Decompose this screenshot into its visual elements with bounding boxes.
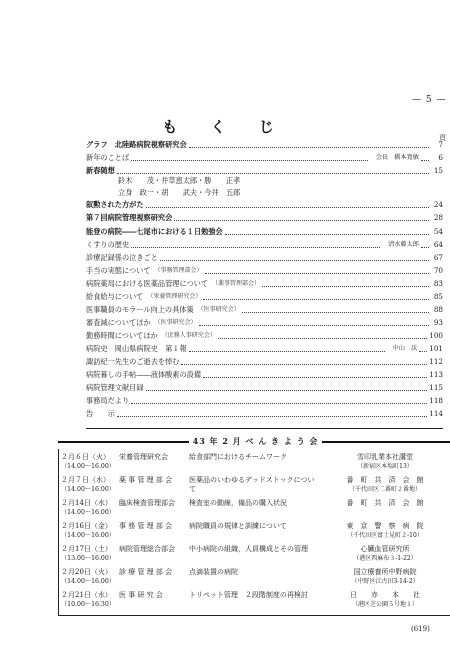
toc-entry — [86, 279, 443, 289]
schedule-time: （14.00～16.00） — [61, 509, 115, 516]
schedule-venue — [321, 545, 449, 563]
schedule-venue-address: （港区芝公園５号地１） — [351, 601, 418, 608]
toc-entry-page: 24 — [433, 200, 443, 209]
schedule-date — [61, 568, 117, 586]
toc-entry-page: 6 — [438, 153, 443, 162]
toc-entry — [86, 318, 443, 328]
schedule-topic: 点滴装置の病院 — [189, 568, 238, 576]
divider — [86, 428, 443, 429]
dot-leader — [218, 338, 428, 339]
toc-entry — [86, 240, 443, 250]
schedule-venue-address: （新宿区本塩町13） — [357, 463, 413, 470]
dot-leader — [189, 147, 429, 148]
dot-leader — [203, 299, 429, 300]
dot-leader — [262, 286, 429, 287]
toc-entry-author: 会長 橋本寛敏 — [375, 154, 419, 161]
dot-leader — [131, 247, 380, 248]
dot-leader — [146, 207, 429, 208]
toc-entry-title: 能登の病院――七尾市における１日勉強会 — [86, 227, 223, 236]
schedule-row — [59, 545, 450, 567]
dot-leader — [131, 160, 368, 161]
schedule-row — [59, 568, 450, 590]
toc-entry-title: くすりの歴史 — [86, 240, 130, 249]
schedule-venue — [321, 591, 449, 609]
toc-entry-section: （事務管理部会） — [154, 267, 203, 274]
dot-leader — [117, 173, 429, 174]
schedule-row — [59, 499, 450, 521]
schedule-group: 事 務 管 理 部 会 — [119, 522, 173, 530]
toc-entry-title: 新春随想 — [86, 166, 115, 175]
schedule-venue-name: 国立療養所中野病院 — [353, 568, 417, 576]
schedule-topic: 医薬品のいわゆるデッドストックについて — [189, 476, 315, 493]
schedule-date-day: ２月21日（水） — [61, 591, 112, 599]
schedule-time: （14.00～16.00） — [61, 532, 115, 539]
toc-entry — [86, 331, 443, 341]
dot-leader — [131, 403, 427, 404]
dot-leader — [160, 260, 429, 261]
schedule-row — [59, 453, 450, 475]
schedule-date — [61, 522, 117, 540]
schedule-time: （14.00～16.00） — [61, 578, 115, 585]
schedule-venue-name: 日 赤 本 社 — [350, 591, 420, 599]
schedule-heading — [58, 436, 450, 447]
toc-entry — [86, 213, 443, 223]
toc-entry-author: 中山 沃 — [392, 345, 418, 352]
toc-entry-section: （栄養管理研究会） — [147, 293, 202, 300]
toc-entry-page: 113 — [429, 370, 443, 379]
toc-entry-title: 手当の実態について — [86, 266, 151, 275]
schedule-venue-name: 番 町 共 済 会 館 — [346, 499, 424, 507]
toc-entry-page: 28 — [433, 213, 443, 222]
dot-leader — [205, 273, 429, 274]
dot-leader — [181, 364, 427, 365]
schedule-group: 薬 事 管 理 部 会 — [119, 476, 173, 484]
toc-entry-author: 清水藤太郎 — [388, 241, 419, 248]
dot-leader — [146, 390, 428, 391]
schedule-time: （13.00～16.00） — [61, 555, 115, 562]
schedule-venue — [321, 453, 449, 471]
schedule-topic: 給食部門におけるチームワーク — [189, 453, 287, 461]
toc-entry — [86, 305, 443, 315]
toc-entry-title: 病院暮しの手帖――液体酸素の設備 — [86, 370, 202, 379]
toc-entry — [86, 396, 443, 406]
schedule-date-day: ２月７日（水） — [61, 476, 110, 484]
toc-entry-title: 病院史 岡山県病院史 第１報 — [86, 344, 187, 353]
toc-entry-page: 7 — [438, 140, 443, 149]
schedule-date — [61, 545, 117, 563]
schedule-venue-address: （千代田区富士見町２-10） — [347, 532, 423, 539]
toc-entry — [86, 357, 443, 367]
toc-entry — [86, 253, 443, 263]
toc-entry — [86, 200, 443, 210]
toc-entry-section: （庶務人事研究会） — [161, 332, 216, 339]
schedule-date — [61, 499, 117, 517]
toc-entry-title: 事務局だより — [86, 396, 130, 405]
toc-entry-page: 15 — [433, 166, 443, 175]
toc-entry-title: 諏訪紀一先生のご逝去を悼む — [86, 357, 180, 366]
dot-leader — [117, 416, 428, 417]
dot-leader — [174, 220, 429, 221]
schedule-row — [59, 591, 450, 613]
schedule-group: 病院管理総合部会 — [119, 545, 175, 553]
schedule-venue-address: （中野区江古田3-14-2） — [351, 578, 419, 585]
toc-entry-page: 85 — [433, 292, 443, 301]
schedule-venue-name: 雪印乳業本社講堂 — [357, 453, 413, 461]
schedule-topic: 検査室の動線，備品の購入状況 — [189, 499, 287, 507]
toc-entry — [86, 153, 443, 163]
toc-entry-title: 病院管理文献目録 — [86, 383, 144, 392]
toc-entry-page: 64 — [433, 240, 443, 249]
toc-entry-page: 118 — [429, 396, 443, 405]
toc-entry-title: 第７回病院管理視察研究会 — [86, 213, 173, 222]
schedule-topic: 中小病院の組織，人員構成とその管理 — [189, 545, 308, 553]
toc-entry-section: （薬事管理部会） — [212, 280, 261, 287]
toc-entry — [86, 383, 443, 393]
toc-entry-page: 101 — [429, 344, 443, 353]
schedule-venue-address: （港区西麻布３-1-22） — [353, 555, 417, 562]
dot-leader — [189, 351, 385, 352]
schedule-date-day: ２月14日（水） — [61, 499, 112, 507]
toc-entry-title: グラフ 北陸路病院視察研究会 — [86, 140, 187, 149]
schedule-date-day: ２月17日（土） — [61, 545, 112, 553]
schedule-topic: トリペット管理 ２段階制度の再検討 — [189, 591, 308, 599]
page-number-top: — 5 — — [412, 95, 447, 105]
dot-leader — [199, 325, 429, 326]
schedule-group: 臨床検査管理部会 — [119, 499, 175, 507]
toc-entry-page: 83 — [433, 279, 443, 288]
schedule-date — [61, 591, 117, 609]
schedule-title: 43 年 2 月 べ ん き よ う 会 — [192, 436, 319, 446]
toc-entry-page: 54 — [433, 227, 443, 236]
toc-entry — [86, 370, 443, 380]
dot-leader — [419, 351, 427, 352]
toc-entry-title: 叙勲された方がた — [86, 200, 144, 209]
schedule-venue-name: 心臓血管研究所 — [360, 545, 410, 553]
footer-page-number: (619) — [411, 625, 430, 633]
toc-entry-page: 114 — [429, 409, 443, 418]
schedule-date — [61, 453, 117, 471]
page-column-label: 頁 — [439, 134, 446, 142]
schedule-row — [59, 476, 450, 498]
toc-entry-title: 新年のことば — [86, 153, 130, 162]
schedule-date-day: ２月６日（火） — [61, 453, 110, 461]
schedule-group: 医 事 研 究 会 — [119, 591, 163, 599]
toc-entry-section: （医事研究会） — [197, 306, 240, 313]
schedule-time: （10.00～16.30） — [61, 601, 115, 608]
toc-entry-page: 93 — [433, 318, 443, 327]
toc-entry — [86, 266, 443, 276]
dot-leader — [203, 377, 427, 378]
toc-entry — [86, 292, 443, 302]
schedule-venue — [321, 568, 449, 586]
toc-entry-page: 70 — [433, 266, 443, 275]
dot-leader — [242, 312, 429, 313]
schedule-venue — [321, 499, 449, 508]
schedule-venue — [321, 522, 449, 540]
toc-entry-page: 67 — [433, 253, 443, 262]
toc-entry — [86, 227, 443, 237]
schedule-topic: 病院職員の規律と訓練について — [189, 522, 287, 530]
toc-entry-title: 病院薬局における医薬品管理について — [86, 279, 209, 288]
toc-entry-page: 112 — [429, 357, 443, 366]
schedule-group: 診 療 管 理 部 会 — [119, 568, 173, 576]
toc-entry — [86, 344, 443, 354]
dot-leader — [421, 160, 429, 161]
toc-entry-page: 100 — [429, 331, 443, 340]
schedule-time: （14.00～16.00） — [61, 486, 115, 493]
schedule-time: （14.00～16.00） — [61, 463, 115, 470]
toc-entry-title: 勤務時間についてほか — [86, 331, 158, 340]
schedule-venue-name: 東 京 警 察 病 院 — [346, 522, 424, 530]
toc-entry — [86, 140, 443, 150]
dot-leader — [225, 234, 429, 235]
toc-entry-page: 88 — [433, 305, 443, 314]
schedule-venue-name: 番 町 共 済 会 館 — [346, 476, 424, 484]
schedule-date-day: ２月20日（火） — [61, 568, 112, 576]
toc-entry-title: 給食給与について — [86, 292, 144, 301]
schedule-table — [58, 449, 450, 616]
toc-entry-section: （医事研究会） — [154, 319, 197, 326]
toc-entry-title: 診療記録係の泣きごと — [86, 253, 158, 262]
schedule-venue-address: （千代田区二番町２番地） — [348, 486, 421, 493]
toc-entry-page: 115 — [429, 383, 443, 392]
essay-author-line: 鈴木 茂・井草恵太郎・勝 正孝 — [118, 176, 241, 185]
schedule-date — [61, 476, 117, 494]
schedule-venue — [321, 476, 449, 494]
toc-entry-title: 審査減についてほか — [86, 318, 151, 327]
essay-author-line: 立身 政一・胡 武夫・今井 五郎 — [118, 188, 241, 197]
toc-entry-title: 医事職員のモラール向上の具体策 — [86, 305, 194, 314]
page-title: も く じ — [162, 118, 288, 136]
schedule-group: 栄養管理研究会 — [119, 453, 168, 461]
toc-entry — [86, 409, 443, 419]
dot-leader — [421, 247, 429, 248]
toc-entry-title: 告 示 — [86, 409, 115, 418]
schedule-date-day: ２月16日（金） — [61, 522, 112, 530]
schedule-row — [59, 522, 450, 544]
